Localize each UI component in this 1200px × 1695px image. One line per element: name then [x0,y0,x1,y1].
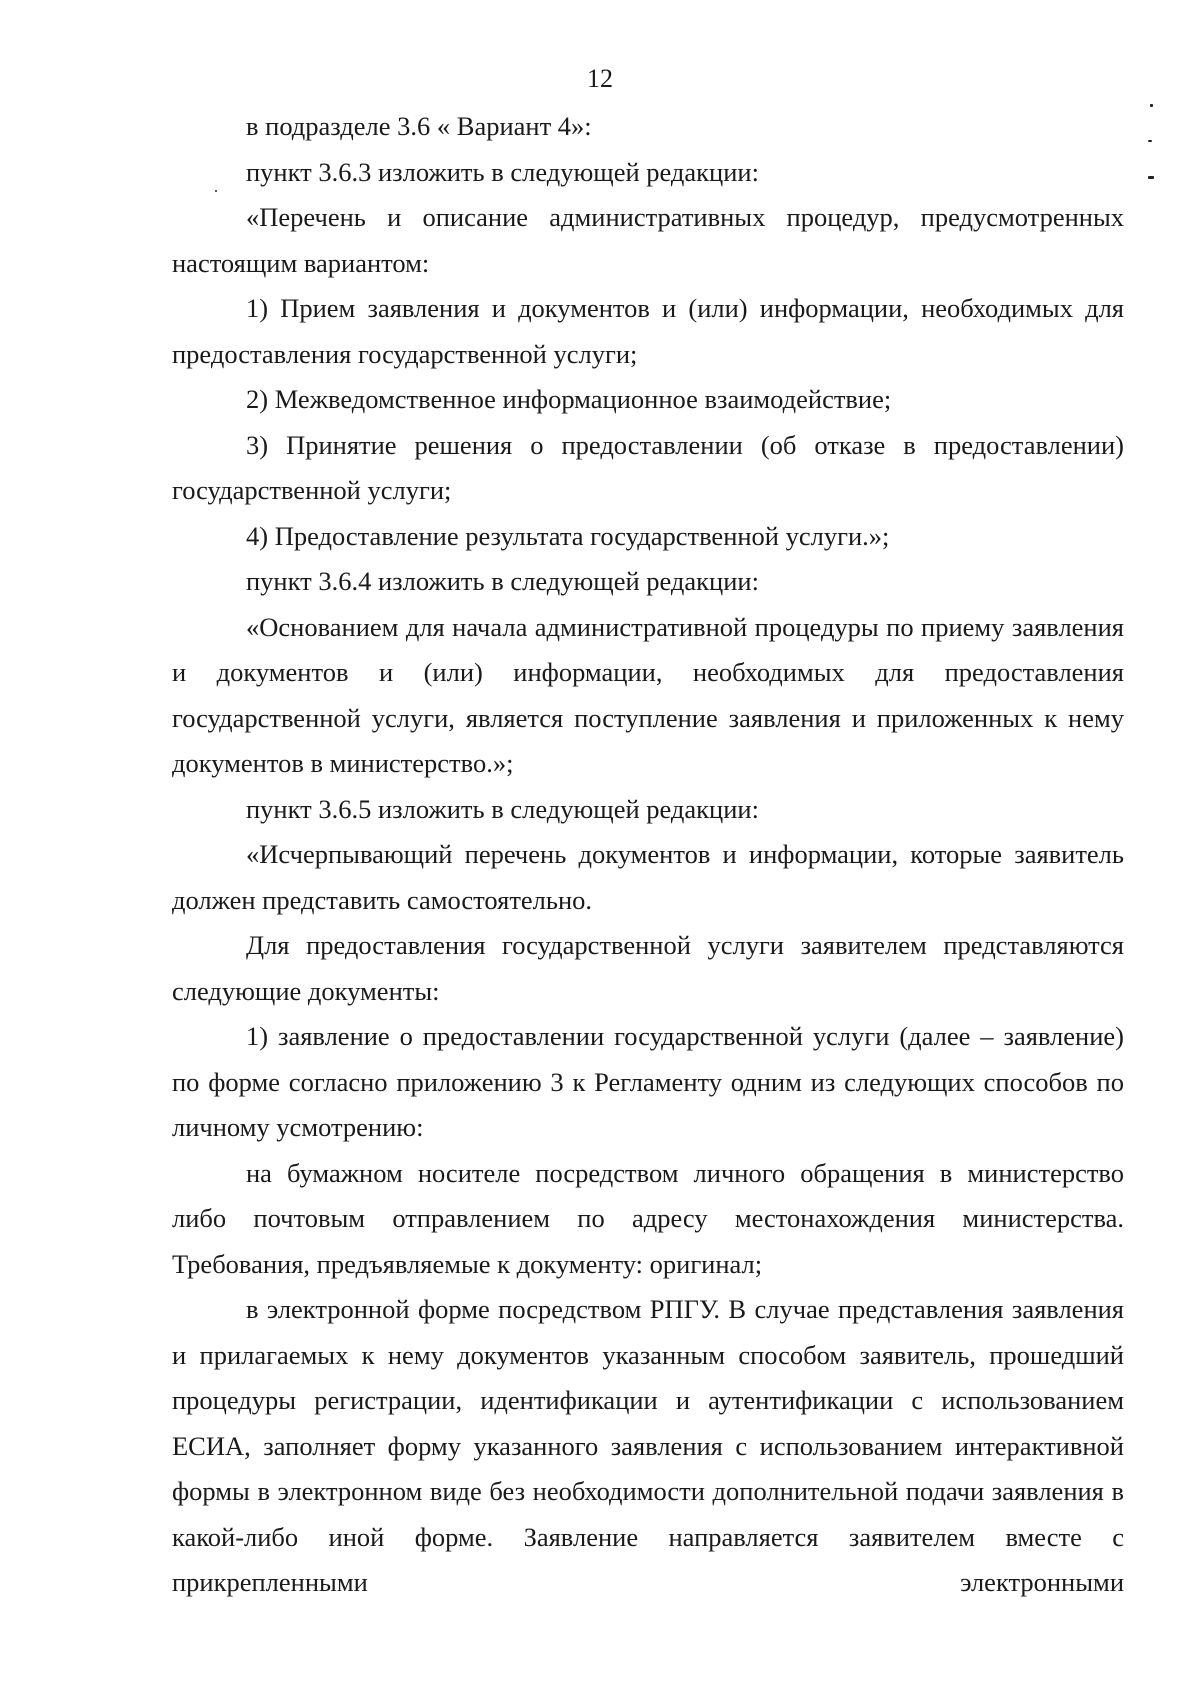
scan-artifact-mark [1148,176,1154,179]
paragraph-paper-method: на бумажном носителе посредством личного обращения в министерство либо почтовым отправлением по адресу местонахождения министерства. Требования, предъявляемые к документу: оригинал; [172,1157,1124,1279]
paragraph-documents-required: Для предоставления государственной услуги заявителем представляются следующие документы: [172,930,1124,1006]
paragraph-list-item-4: 4) Предоставление результата государственной услуги.»; [246,520,890,551]
page-number: 12 [587,64,613,93]
paragraph-procedures-list-intro: «Перечень и описание административных процедур, предусмотренных настоящим вариантом: [172,202,1124,278]
paragraph-item-3-6-4: пункт 3.6.4 изложить в следующей редакции: [246,566,759,596]
paragraph-subsection-heading: в подразделе 3.6 « Вариант 4»: [246,111,592,141]
paragraph-list-item-1: 1) Прием заявления и документов и (или) информации, необходимых для предоставления государственной услуги; [172,293,1124,369]
paragraph-electronic-method: в электронной форме посредством РПГУ. В случае представления заявления и прилагаемых к нему документов указанным способом заявитель, прошедший процедуры регистрации, идентификации и аутентификации с использованием ЕСИА, заполняет форму указанного заявления с использованием интерактивной формы в электронном виде без необходимости дополнительной подачи заявления в какой-либо иной форме. Заявление направляется заявителем вместе с прикрепленными электронными [172,1294,1124,1597]
document-body [172,104,1124,1606]
paragraph-list-item-3: 3) Принятие решения о предоставлении (об отказе в предоставлении) государственной услуги; [172,429,1124,505]
paragraph-documents-list-intro: «Исчерпывающий перечень документов и информации, которые заявитель должен представить самостоятельно. [172,839,1124,915]
scan-artifact-mark [1150,104,1153,107]
scan-artifact-mark [215,190,217,192]
paragraph-item-3-6-3: пункт 3.6.3 изложить в следующей редакции: [246,156,759,187]
paragraph-application-item: 1) заявление о предоставлении государственной услуги (далее – заявление) по форме согласно приложению 3 к Регламенту одним из следующих способов по личному усмотрению: [172,1021,1124,1142]
paragraph-item-3-6-5: пункт 3.6.5 изложить в следующей редакции: [246,793,759,824]
paragraph-procedure-basis: «Основанием для начала административной процедуры по приему заявления и документов и (или) информации, необходимых для предоставления государственной услуги, является поступление заявления и приложенных к нему документов в министерство.»; [172,611,1124,778]
scan-artifact-mark [1148,140,1152,142]
paragraph-list-item-2: 2) Межведомственное информационное взаимодействие; [246,384,892,414]
